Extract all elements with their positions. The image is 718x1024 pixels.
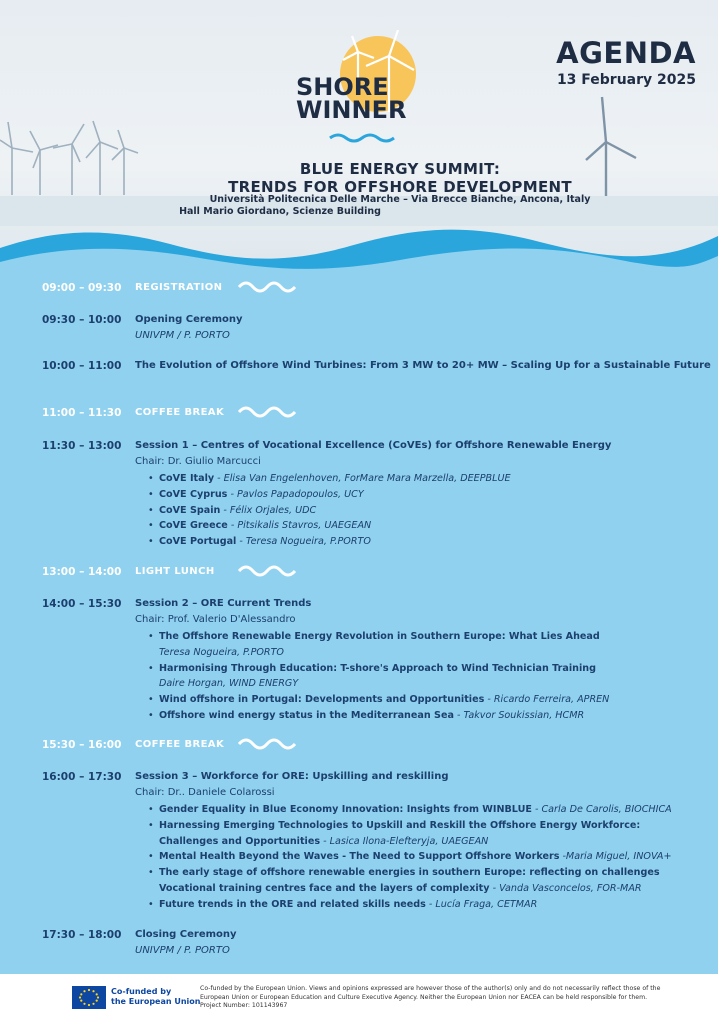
talk-speaker: - Lucía Fraga, CETMAR — [425, 898, 538, 910]
list-item — [159, 661, 609, 693]
wave-squiggle-icon — [237, 279, 299, 293]
talk-speaker: - Vanda Vasconcelos, FOR-MAR — [489, 882, 642, 894]
talk-speaker: Teresa Nogueira, P.PORTO — [159, 646, 284, 658]
list-item — [159, 865, 672, 897]
session-title: Opening Ceremony — [135, 314, 243, 325]
talk-title: CoVE Portugal — [159, 536, 237, 548]
venue-line-2: Hall Mario Giordano, Scienze Building — [179, 206, 381, 217]
talk-speaker: - Takvor Soukissian, HCMR — [453, 709, 585, 721]
talk-speaker: - Teresa Nogueira, P.PORTO — [236, 536, 371, 548]
talk-title-continued: Vocational training centres face and the layers of complexity — [159, 882, 490, 894]
eu-flag-icon — [72, 986, 106, 1009]
list-item — [159, 487, 511, 503]
eu-label-line-1: Co-funded by — [111, 987, 172, 996]
time-label: 11:30 – 13:00 — [42, 440, 122, 452]
list-item — [159, 503, 511, 519]
talk-title: Mental Health Beyond the Waves - The Need to Support Offshore Workers — [159, 851, 560, 863]
time-label: 10:00 – 11:00 — [42, 360, 122, 372]
session-organizers: UNIVPM / P. PORTO — [135, 330, 230, 341]
talk-title: The early stage of offshore renewable energies in southern Europe: reflecting on challenges — [159, 867, 660, 879]
talk-title: The Offshore Renewable Energy Revolution in Southern Europe: What Lies Ahead — [159, 631, 600, 642]
talk-title-continued: Challenges and Opportunities — [159, 835, 321, 847]
talk-speaker: - Pitsikalis Stavros, UAEGEAN — [227, 520, 372, 532]
talk-speaker: - Ricardo Ferreira, APREN — [484, 694, 610, 706]
time-label: 15:30 – 16:00 — [42, 739, 122, 751]
list-item — [159, 471, 511, 487]
eu-cofunded-label — [111, 987, 201, 1007]
session-2-talk-list — [159, 629, 609, 724]
talk-title: CoVE Greece — [159, 520, 228, 532]
session-organizers: UNIVPM / P. PORTO — [135, 945, 230, 956]
wave-squiggle-icon — [237, 563, 299, 577]
list-item — [159, 849, 672, 865]
logo-line-2: WINNER — [296, 96, 407, 124]
eu-label-line-2: the European Union — [111, 997, 201, 1006]
summit-title-line-2: TRENDS FOR OFFSHORE DEVELOPMENT — [228, 178, 572, 196]
talk-title: Offshore wind energy status in the Mediterranean Sea — [159, 709, 454, 721]
list-item — [159, 802, 672, 818]
list-item — [159, 897, 672, 913]
session-chair: Chair: Dr.. Daniele Colarossi — [135, 787, 275, 798]
time-label: 14:00 – 15:30 — [42, 598, 122, 610]
venue-line-1: Università Politecnica Delle Marche – Via Brecce Bianche, Ancona, Italy — [209, 194, 591, 205]
list-item — [159, 534, 511, 550]
event-date: 13 February 2025 — [556, 72, 696, 88]
wave-squiggle-icon — [237, 736, 299, 750]
session-title: Session 1 – Centres of Vocational Excellence (CoVEs) for Offshore Renewable Energy — [135, 440, 612, 451]
talk-speaker: - Pavlos Papadopoulos, UCY — [227, 488, 364, 500]
time-label: 17:30 – 18:00 — [42, 929, 122, 941]
list-item — [159, 518, 511, 534]
list-item — [159, 818, 672, 850]
session-title: Session 2 – ORE Current Trends — [135, 598, 312, 609]
logo-line-1: SHORE — [296, 73, 389, 101]
list-item — [159, 708, 609, 724]
session-chair: Chair: Prof. Valerio D'Alessandro — [135, 614, 296, 625]
talk-title: CoVE Italy — [159, 473, 215, 484]
summit-title-line-1: BLUE ENERGY SUMMIT: — [299, 160, 501, 178]
break-title: COFFEE BREAK — [135, 739, 225, 750]
talk-title: CoVE Spain — [159, 504, 221, 516]
break-title: REGISTRATION — [135, 282, 223, 293]
logo-wordmark — [296, 73, 407, 124]
talk-speaker: - Félix Orjales, UDC — [220, 504, 317, 516]
talk-speaker: - Carla De Carolis, BIOCHICA — [531, 804, 672, 815]
time-label: 16:00 – 17:30 — [42, 771, 122, 783]
talk-speaker: -Maria Miguel, INOVA+ — [559, 851, 672, 863]
agenda-title: AGENDA — [556, 36, 696, 70]
talk-speaker: Daire Horgan, WIND ENERGY — [159, 678, 299, 690]
talk-title: Gender Equality in Blue Economy Innovation: Insights from WINBLUE — [159, 804, 532, 815]
break-title: COFFEE BREAK — [135, 407, 225, 418]
wave-divider — [0, 222, 718, 282]
time-label: 09:00 – 09:30 — [42, 282, 122, 294]
session-title: The Evolution of Offshore Wind Turbines: From 3 MW to 20+ MW – Scaling Up for a Sustainable Future — [135, 360, 711, 371]
funding-disclaimer: Co-funded by the European Union. Views and opinions expressed are however those of the author(s) only and do not necessarily reflect those of the European Union or European Education and Culture Executive Agency. Neither the European Union nor EACEA can be held responsible for them. Project Number: 101143967 — [200, 985, 661, 1010]
list-item — [159, 629, 609, 661]
talk-speaker: - Elisa Van Engelenhoven, ForMare Mara Marzella, DEEPBLUE — [214, 473, 511, 484]
session-1-talk-list — [159, 471, 511, 550]
time-label: 11:00 – 11:30 — [42, 407, 122, 419]
session-title: Closing Ceremony — [135, 929, 237, 940]
shore-winner-logo — [296, 30, 420, 150]
talk-title: Wind offshore in Portugal: Developments and Opportunities — [159, 694, 485, 706]
session-title: Session 3 – Workforce for ORE: Upskilling and reskilling — [135, 771, 449, 782]
talk-title: Harnessing Emerging Technologies to Upskill and Reskill the Offshore Energy Workforce: — [159, 819, 641, 831]
time-label: 09:30 – 10:00 — [42, 314, 122, 326]
wave-squiggle-icon — [237, 404, 299, 418]
time-label: 13:00 – 14:00 — [42, 566, 122, 578]
break-title: LIGHT LUNCH — [135, 566, 215, 577]
list-item — [159, 692, 609, 708]
session-chair: Chair: Dr. Giulio Marcucci — [135, 456, 261, 467]
talk-title: CoVE Cyprus — [159, 488, 228, 500]
talk-title: Harmonising Through Education: T-shore's Approach to Wind Technician Training — [159, 662, 596, 674]
eu-stars-icon — [72, 986, 106, 1009]
session-3-talk-list — [159, 802, 672, 913]
talk-title: Future trends in the ORE and related skills needs — [159, 898, 426, 910]
talk-speaker: - Lasica Ilona-Elefteryja, UAEGEAN — [320, 835, 489, 847]
